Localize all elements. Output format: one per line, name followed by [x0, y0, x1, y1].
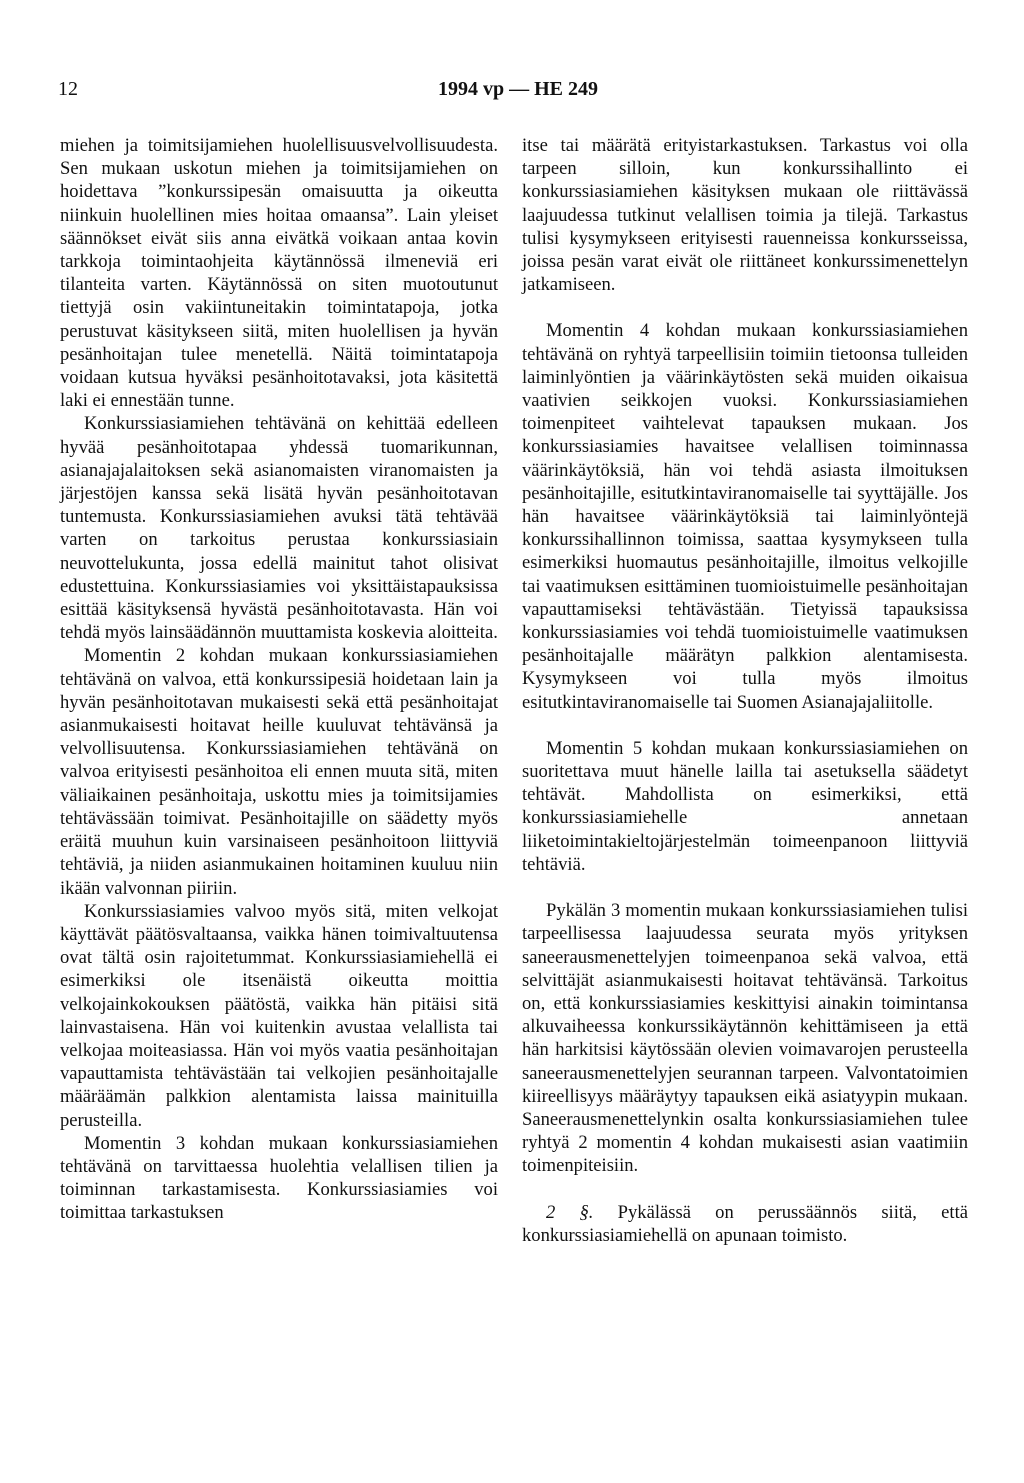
paragraph: Momentin 3 kohdan mukaan konkurssiasiamiehen tehtävänä on tarvittaessa huolehtia velallisen tilien ja toiminnan tarkastamisesta. Konkurssiasiamies voi toimittaa tarkastuksen	[60, 1132, 498, 1224]
section-mark: 2 §.	[546, 1201, 594, 1223]
running-title: 1994 vp — HE 249	[437, 78, 599, 100]
paragraph: Konkurssiasiamies valvoo myös sitä, miten velkojat käyttävät päätösvaltaansa, vaikka hänen toimivaltuutensa ovat tältä osin rajoitetummat. Konkurssiasiamiehellä ei esimerkiksi ole itsenäistä oikeutta moittia velkojainkokouksen päätöstä, vaikka hän pitäisi sitä lainvastaisena. Hän voi kuitenkin avustaa velallista tai velkojaa moiteasiassa. Hän voi myös vaatia pesänhoitajan vapauttamista tehtävästään tai velkojien pesänhoitajalle määräämän palkkion alentamista laissa mainituilla perusteilla.	[60, 900, 498, 1131]
paragraph: itse tai määrätä erityistarkastuksen. Tarkastus voi olla tarpeen silloin, kun konkurssihallinto ei konkurssiasiamiehen käsityksen mukaan ole riittävässä laajuudessa tutkinut velallisen toimia ja tilejä. Tarkastus tulisi kysymykseen erityisesti rauenneissa konkursseissa, joissa pesän varat eivät ole riittäneet konkurssimenettelyn jatkamiseen.	[522, 135, 968, 296]
paragraph: Pykälän 3 momentin mukaan konkurssiasiamiehen tulisi tarpeellisessa laajuudessa seurata myös yrityksen saneerausmenettelyjen toimeenpanoa sekä valvoa, että selvittäjät asianmukaisesti hoitavat tehtävänsä. Tarkoitus on, että konkurssiasiamies keskittyisi ainakin toimintansa alkuvaiheessa konkurssikäytännön kehittämiseen ja että hän harkitsisi käytössään olevien voimavarojen perusteella saneerausmenettelyjen seurannan tarpeen. Valvontatoimien kiireellisyys määräytyy tapauksen eikä asiatyypin mukaan. Saneerausmenettelynkin osalta konkurssiasiamiehen tulee ryhtyä 2 momentin 4 kohdan mukaisesti asian vaatimiin toimenpiteisiin.	[522, 900, 968, 1177]
left-column	[60, 134, 498, 1225]
paragraph: Konkurssiasiamiehen tehtävänä on kehittää edelleen hyvää pesänhoitotapaa yhdessä tuomarikunnan, asianajajalaitoksen sekä asianomaisten viranomaisten ja järjestöjen kanssa sekä lisätä hyvän pesänhoitotavan tuntemusta. Konkurssiasiamiehen avuksi tätä tehtävää varten on tarkoitus perustaa konkurssiasiain neuvottelukunta, jossa edellä mainitut tahot olisivat edustettuina. Konkurssiasiamies voi yksittäistapauksissa esittää käsityksensä hyvästä pesänhoitotavasta. Hän voi tehdä myös lainsäädännön muuttamista koskevia aloitteita.	[60, 413, 498, 644]
paragraph: Momentin 4 kohdan mukaan konkurssiasiamiehen tehtävänä on ryhtyä tarpeellisiin toimiin tietoonsa tulleiden laiminlyöntien ja väärinkäytösten sekä muiden oikaisua vaativien seikkojen vuoksi. Konkurssiasiamiehen toimenpiteet vaihtelevat tapauksen mukaan. Jos konkurssiasiamies havaitsee velallisen toiminnassa väärinkäytöksiä, hän voi tehdä asiasta ilmoituksen pesänhoitajille, esitutkintaviranomaiselle tai syyttäjälle. Jos hän havaitsee väärinkäytöksiä tai laiminlyöntejä konkurssihallinnon toimissa, saattaa kysymykseen tulla esimerkiksi huomautus pesänhoitajille, ilmoitus velkojille tai vaatimuksen esittäminen tuomioistuimelle pesänhoitajan vapauttamiseksi tehtävästään. Tietyissä tapauksissa konkurssiasiamies voi tehdä tuomioistuimelle vaatimuksen pesänhoitajalle määrätyn palkkion alentamisesta. Kysymykseen voi tulla myös ilmoitus esitutkintaviranomaiselle tai Suomen Asianajajaliitolle.	[522, 320, 968, 713]
paragraph: miehen ja toimitsijamiehen huolellisuusvelvollisuudesta. Sen mukaan uskotun miehen ja toimitsijamiehen on hoidettava ”konkurssipesän omaisuutta ja oikeutta niinkuin huolellinen mies hoitaa omaansa”. Lain yleiset säännökset eivät siis anna eivätkä voikaan antaa kovin tarkkoja toimintaohjeita käytännössä ilmeneviä eri tilanteita varten. Käytännössä on siten muotoutunut tiettyjä osin vakiintuneitakin toimintatapoja, jotka perustuvat käsitykseen siitä, miten huolellisen ja hyvän pesänhoitajan tulee menetellä. Näitä toimintatapoja voidaan kutsua hyväksi pesänhoitotavaksi, jota käsitettä laki ei ennestään tunne.	[60, 135, 498, 412]
right-column	[522, 134, 968, 1247]
page-number: 12	[58, 78, 78, 100]
section-text: Pykälässä on perussäännös siitä, että konkurssiasiamiehellä on apunaan toimisto.	[522, 1201, 968, 1246]
section-paragraph	[522, 1201, 968, 1247]
page-header	[58, 78, 978, 108]
paragraph: Momentin 5 kohdan mukaan konkurssiasiamiehen on suoritettava muut hänelle lailla tai asetuksella säädetyt tehtävät. Mahdollista on esimerkiksi, että konkurssiasiamiehelle annetaan liiketoimintakieltojärjestelmän toimeenpanoon liittyviä tehtäviä.	[522, 737, 968, 875]
paragraph: Momentin 2 kohdan mukaan konkurssiasiamiehen tehtävänä on valvoa, että konkurssipesiä hoidetaan lain ja hyvän pesänhoitotavan mukaisesti sekä että pesänhoitajat asianmukaisesti hoitavat heille kuuluvat tehtävänsä ja velvollisuutensa. Konkurssiasiamiehen tehtävänä on valvoa erityisesti pesänhoitoa eli ennen muuta sitä, miten väliaikainen pesänhoitaja, uskottu mies ja toimitsijamies tehtävässään toimivat. Pesänhoitajille on säädetty myös eräitä muuhun kuin varsinaiseen pesänhoitoon liittyviä tehtäviä, ja niiden asianmukainen hoitaminen kuuluu niin ikään valvonnan piiriin.	[60, 645, 498, 899]
